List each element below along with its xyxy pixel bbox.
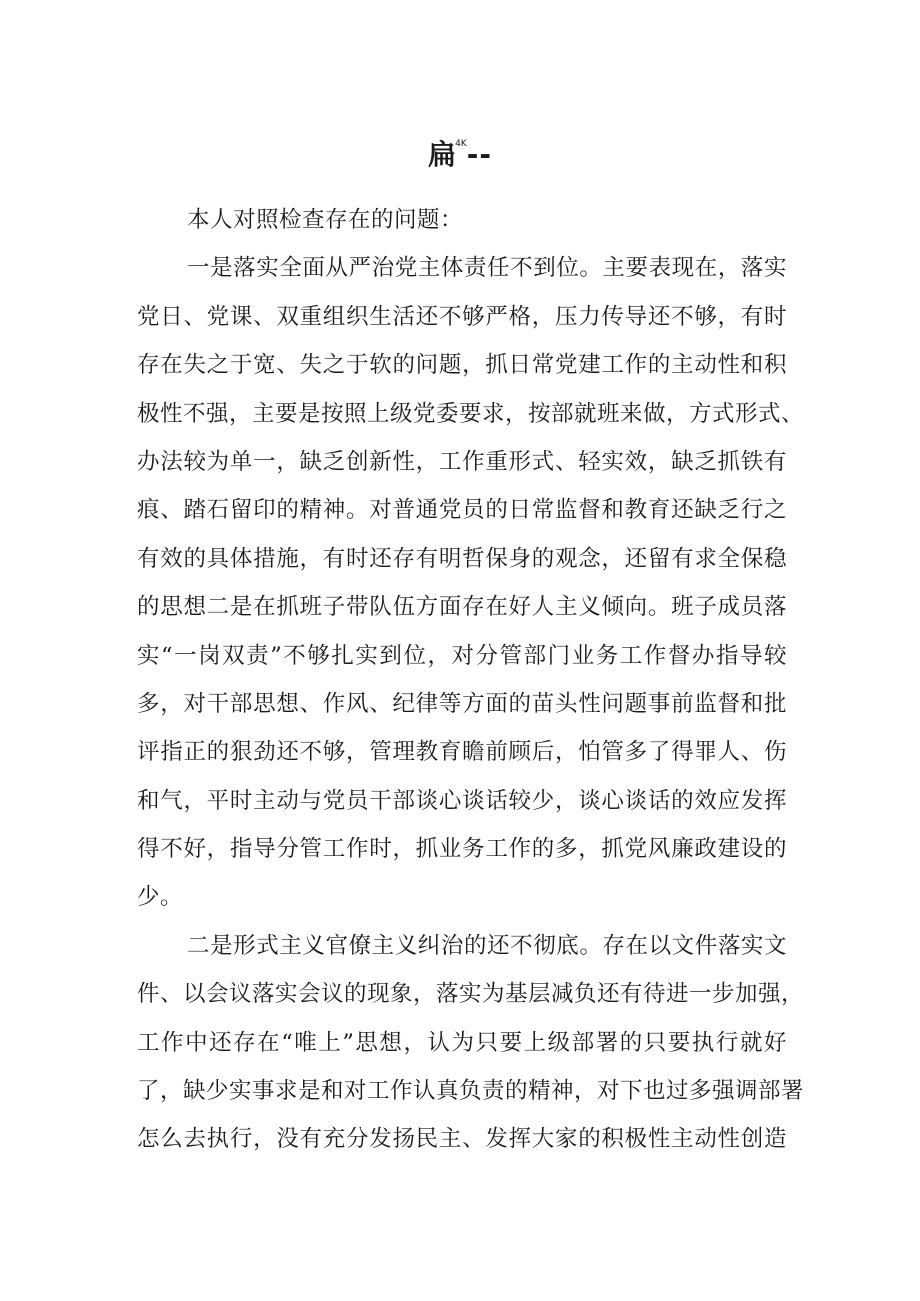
paragraph-1-line: 评指正的狠劲还不够，管理教育瞻前顾后，怕管多了得罪人、伤 <box>137 739 787 766</box>
paragraph-2-line: 怎么去执行，没有充分发扬民主、发挥大家的积极性主动性创造 <box>137 1126 787 1153</box>
paragraph-1-line: 存在失之于宽、失之于软的问题，抓日常党建工作的主动性和积 <box>137 352 787 379</box>
paragraph-2-line: 件、以会议落实会议的现象，落实为基层减负还有待进一步加强， <box>137 981 805 1008</box>
intro-line: 本人对照检查存在的问题： <box>187 207 464 233</box>
paragraph-1-line: 得不好，指导分管工作时，抓业务工作的多，抓党风廉政建设的 <box>137 836 787 863</box>
paragraph-2-line: 了，缺少实事求是和对工作认真负责的精神，对下也过多强调部署 <box>137 1078 805 1105</box>
document-title <box>0 124 920 175</box>
paragraph-2-line: 工作中还存在“唯上”思想，认为只要上级部署的只要执行就好 <box>137 1029 787 1056</box>
document-body <box>137 196 805 1164</box>
title-superscript-mark: 4K <box>455 139 467 149</box>
paragraph-1-line: 实“一岗双责”不够扎实到位，对分管部门业务工作督办指导较 <box>137 642 787 669</box>
paragraph-1-line: 少。 <box>137 884 184 911</box>
paragraph-1-line: 有效的具体措施，有时还存有明哲保身的观念，还留有求全保稳 <box>137 545 787 572</box>
paragraph-1-line: 痕、踏石留印的精神。对普通党员的日常监督和教育还缺乏行之 <box>137 497 787 524</box>
paragraph-1-line: 的思想二是在抓班子带队伍方面存在好人主义倾向。班子成员落 <box>137 594 787 621</box>
title-char: 扁 <box>428 138 458 171</box>
paragraph-1-line: 多，对干部思想、作风、纪律等方面的苗头性问题事前监督和批 <box>137 690 787 717</box>
paragraph-1-line: 一是落实全面从严治党主体责任不到位。主要表现在，落实 <box>187 255 787 282</box>
paragraph-2-line: 二是形式主义官僚主义纠治的还不彻底。存在以文件落实文 <box>187 932 787 959</box>
paragraph-1-line: 和气，平时主动与党员干部谈心谈话较少，谈心谈话的效应发挥 <box>137 787 787 814</box>
paragraph-1-line: 办法较为单一，缺乏创新性，工作重形式、轻实效，缺乏抓铁有 <box>137 448 787 475</box>
title-suffix: -- <box>466 138 492 171</box>
paragraph-1-line: 极性不强，主要是按照上级党委要求，按部就班来做，方式形式、 <box>137 400 805 427</box>
paragraph-1-line: 党日、党课、双重组织生活还不够严格，压力传导还不够，有时 <box>137 303 787 330</box>
